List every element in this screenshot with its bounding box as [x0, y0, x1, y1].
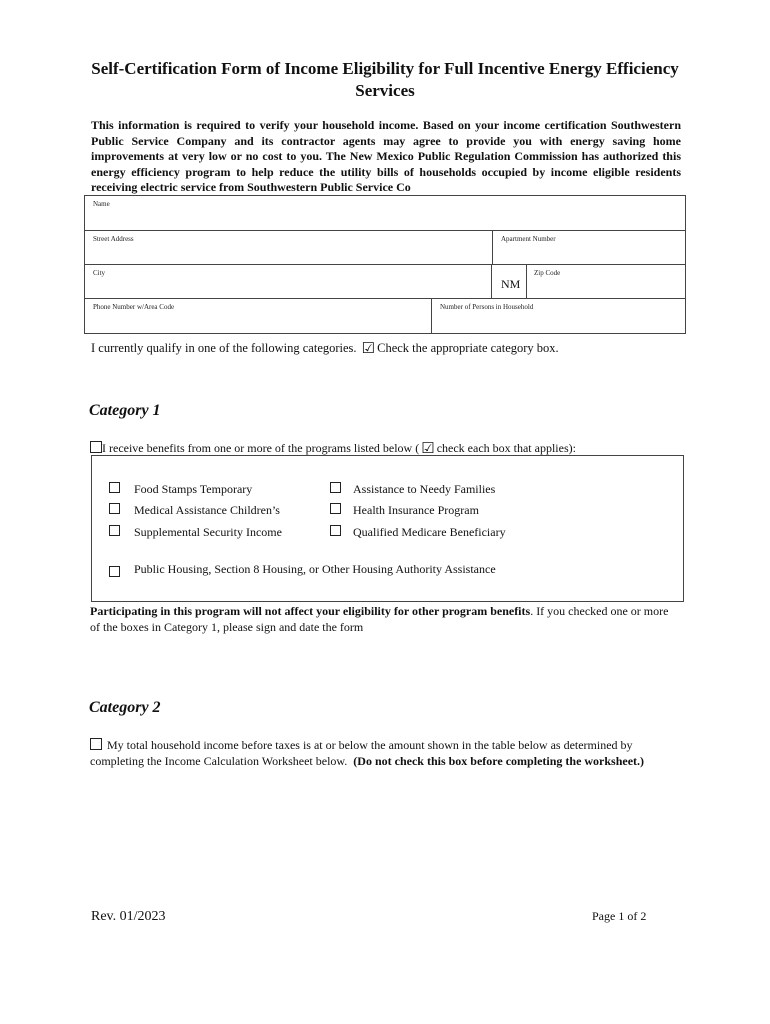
tanf-label: Assistance to Needy Families — [353, 482, 496, 496]
medical-assistance-label: Medical Assistance Children’s — [134, 503, 280, 517]
state-field[interactable] — [491, 264, 527, 299]
phone-number-field[interactable] — [84, 298, 432, 334]
programs-list-box — [91, 455, 684, 602]
category-1-note-bold: Participating in this program will not affect your eligibility for other program benefits — [90, 604, 531, 618]
revision-label: Rev. 01/2023 — [91, 909, 166, 924]
checkmark-icon: ☑ — [421, 441, 435, 457]
applicant-info-table — [84, 195, 686, 334]
name-label: Name — [93, 200, 110, 208]
health-insurance-label: Health Insurance Program — [353, 503, 479, 517]
category-1-intro-text: I receive benefits from one or more of the programs listed below ( — [102, 441, 420, 455]
qmb-label: Qualified Medicare Beneficiary — [353, 525, 506, 539]
state-value: NM — [501, 277, 521, 291]
qmb-checkbox[interactable] — [330, 525, 341, 536]
ssi-checkbox[interactable] — [109, 525, 120, 536]
category-1-checkbox[interactable] — [90, 441, 102, 453]
persons-in-household-field[interactable] — [431, 298, 686, 334]
city-field[interactable] — [84, 264, 492, 299]
category-2-checkbox[interactable] — [90, 738, 102, 750]
persons-in-household-label: Number of Persons in Household — [440, 303, 534, 311]
category-1-heading: Category 1 — [89, 402, 161, 419]
category-2-heading: Category 2 — [89, 699, 161, 716]
intro-paragraph: This information is required to verify your household income. Based on your income certification Southwestern Public Service Company and its contractor agents may agree to provide you with energy saving home improvements at very low or no cost to you. The New Mexico Public Regulation Commission has authorized this energy efficiency program to help reduce the utility bills of households occupied by income eligible residents receiving electric service from Southwestern Public Service Co — [91, 118, 681, 194]
category-2-statement — [90, 737, 680, 769]
category-1-note-rest: . If you checked one or more of the boxes in Category 1, please sign and date the form — [90, 604, 669, 634]
zip-code-field[interactable] — [526, 264, 686, 299]
qualify-text-after: Check the appropriate category box. — [377, 341, 559, 355]
qualify-instruction — [91, 339, 559, 358]
city-label: City — [93, 269, 106, 277]
food-stamps-label: Food Stamps Temporary — [134, 482, 253, 496]
housing-checkbox[interactable] — [109, 566, 120, 577]
category-1-intro-text-after: check each box that applies): — [436, 441, 576, 455]
food-stamps-checkbox[interactable] — [109, 482, 120, 493]
apartment-number-label: Apartment Number — [501, 235, 556, 243]
qualify-text: I currently qualify in one of the following categories. — [91, 341, 357, 355]
category-2-warning: (Do not check this box before completing the worksheet.) — [353, 754, 645, 768]
form-title: Self-Certification Form of Income Eligibility for Full Incentive Energy Efficiency Services — [91, 59, 679, 100]
ssi-label: Supplemental Security Income — [134, 525, 282, 539]
name-field[interactable] — [84, 195, 686, 231]
health-insurance-checkbox[interactable] — [330, 503, 341, 514]
category-1-note — [90, 603, 680, 635]
medical-assistance-checkbox[interactable] — [109, 503, 120, 514]
phone-number-label: Phone Number w/Area Code — [93, 303, 175, 311]
street-address-field[interactable] — [84, 230, 493, 265]
page-number: Page 1 of 2 — [592, 909, 647, 923]
checkmark-icon: ☑ — [361, 341, 376, 357]
tanf-checkbox[interactable] — [330, 482, 341, 493]
street-address-label: Street Address — [93, 235, 134, 243]
apartment-number-field[interactable] — [492, 230, 686, 265]
housing-label: Public Housing, Section 8 Housing, or Other Housing Authority Assistance — [134, 562, 496, 576]
category-2-text: My total household income before taxes is at or below the amount shown in the table below as determined by completing the Income Calculation Worksheet below. — [90, 738, 633, 768]
zip-code-label: Zip Code — [534, 269, 561, 277]
